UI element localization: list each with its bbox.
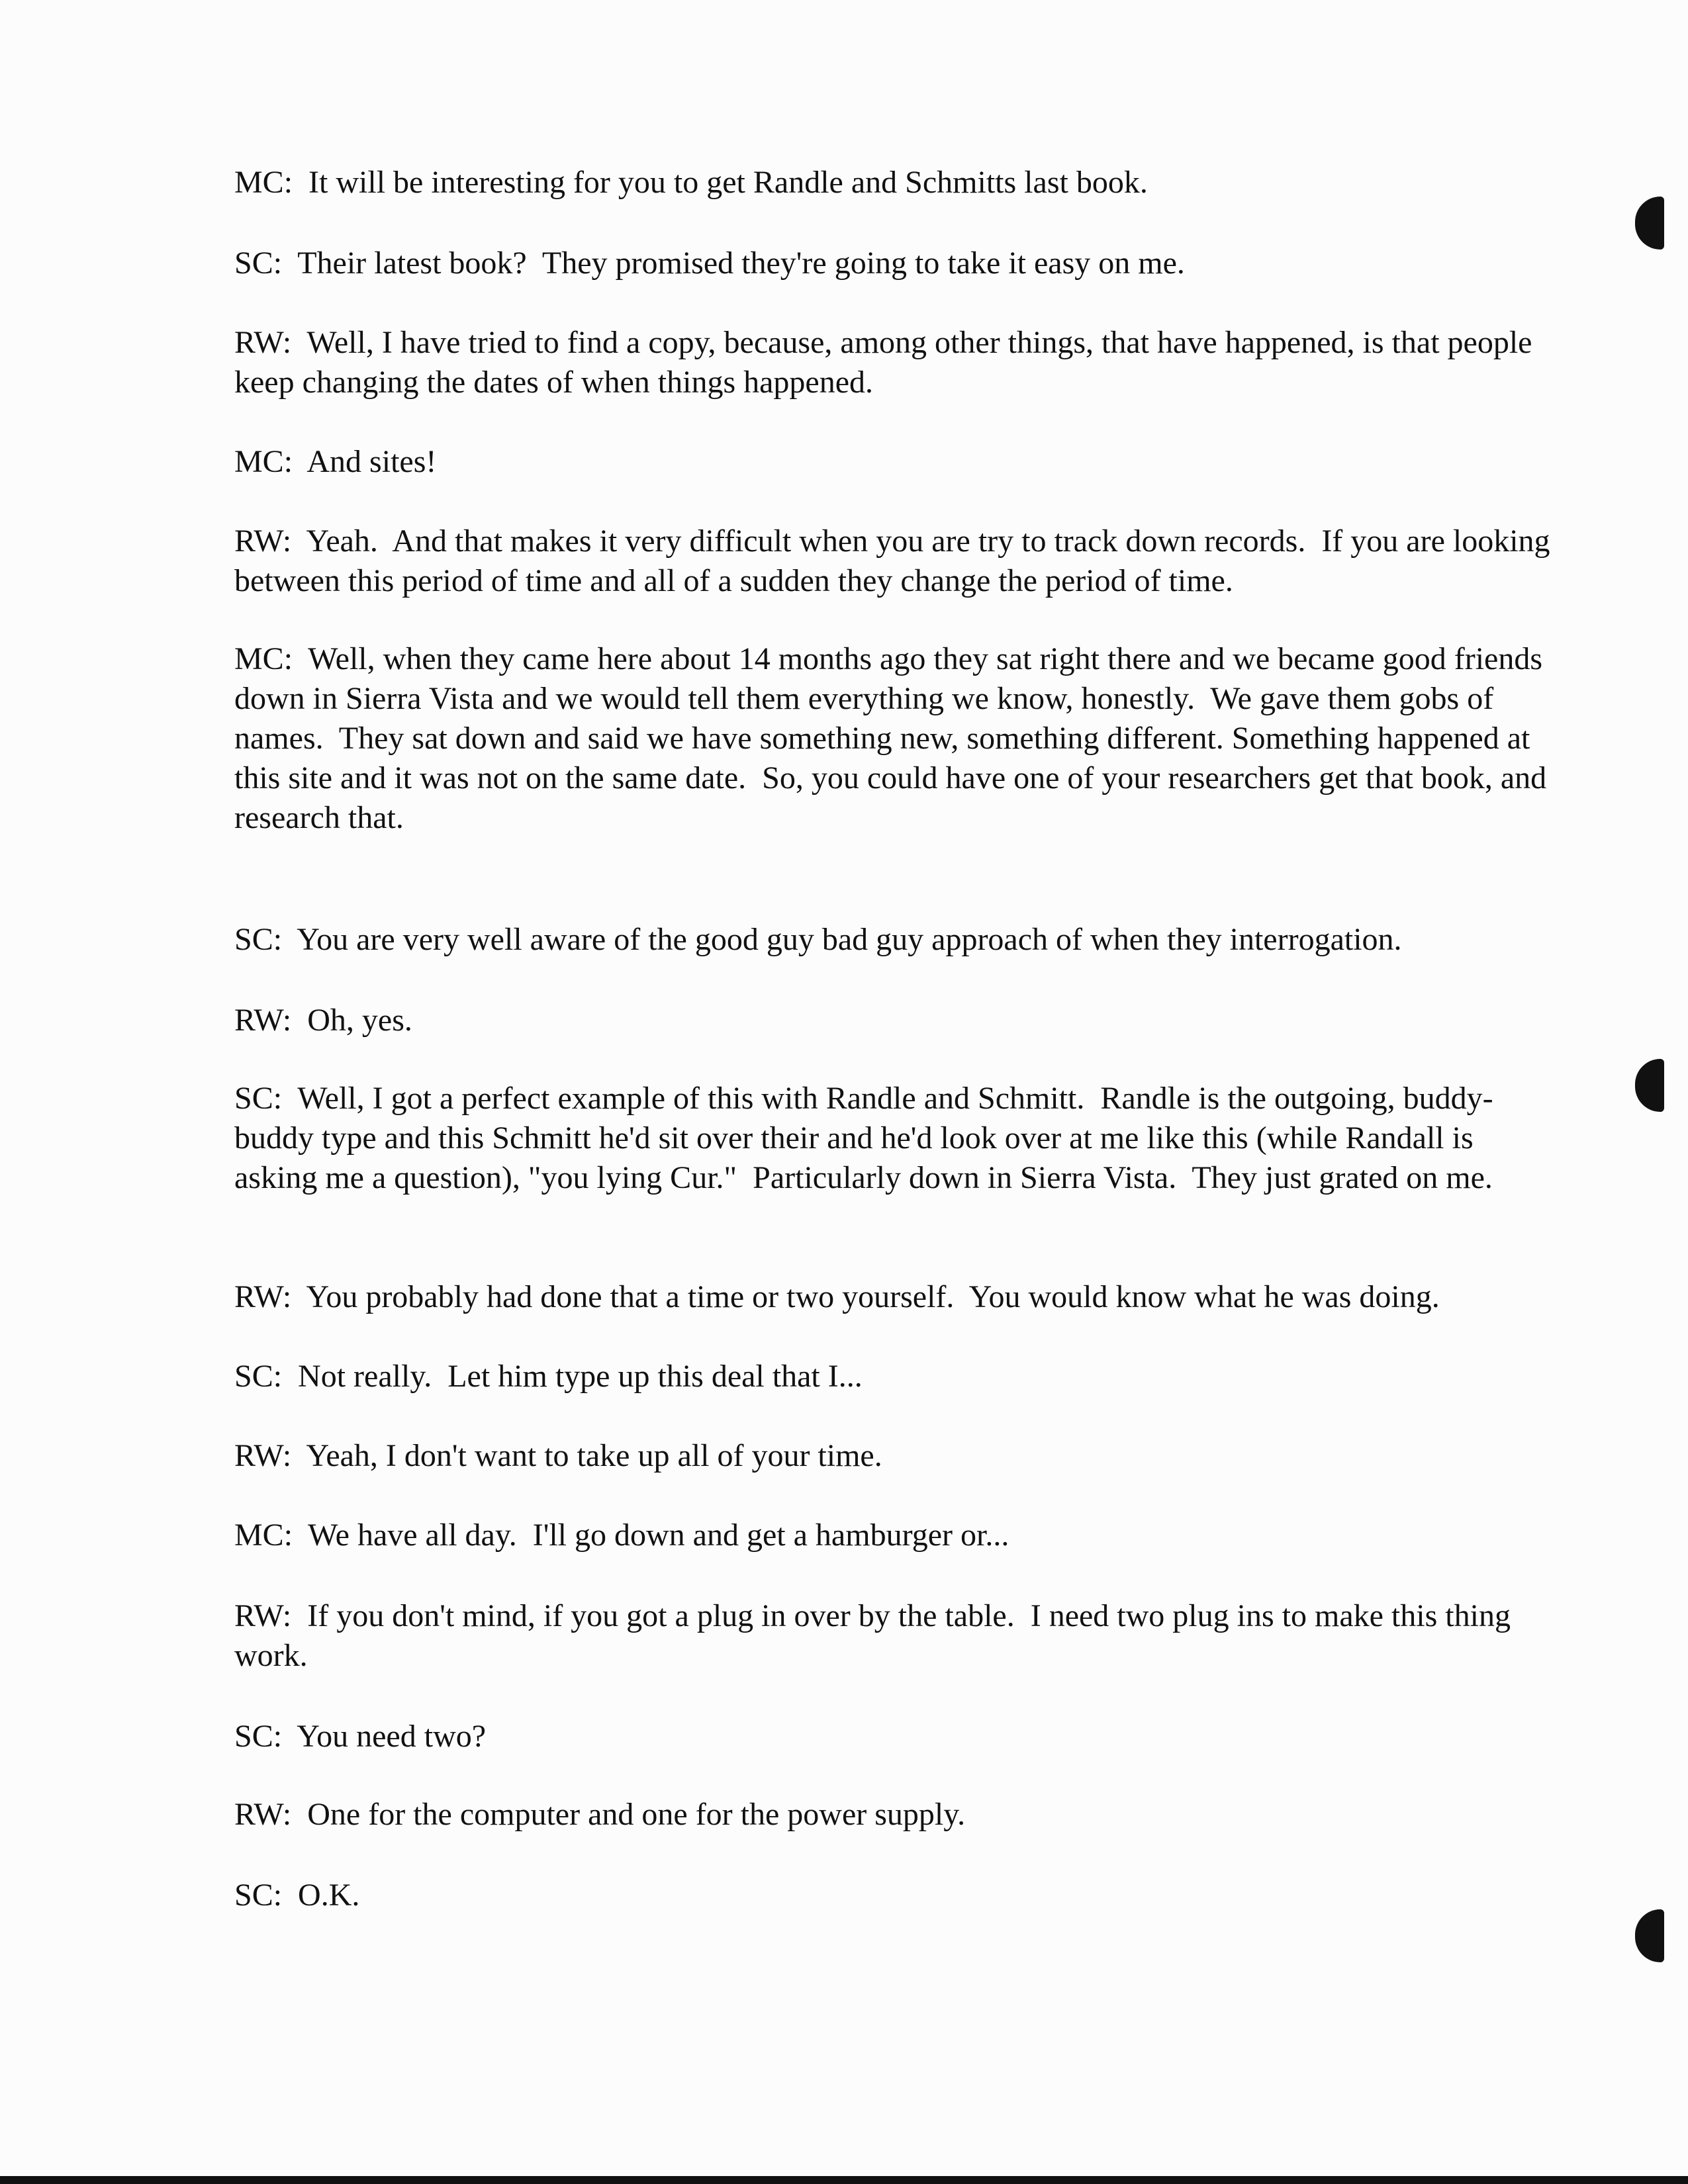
transcript-line (234, 1516, 1558, 1555)
line-text: Not really. Let him type up this deal that I... (298, 1359, 863, 1394)
punch-hole (1635, 197, 1664, 250)
speaker-label: MC: (234, 1518, 293, 1553)
punch-hole (1635, 1059, 1664, 1112)
line-text: We have all day. I'll go down and get a hamburger or... (308, 1518, 1009, 1553)
line-text: O.K. (298, 1878, 360, 1913)
speaker-label: RW: (234, 1438, 292, 1473)
speaker-label: MC: (234, 444, 293, 479)
transcript-line (234, 1001, 1558, 1040)
line-text: Their latest book? They promised they're going to take it easy on me. (297, 246, 1185, 281)
speaker-label: RW: (234, 523, 292, 559)
punch-hole (1635, 1909, 1664, 1962)
transcript-line (234, 920, 1558, 960)
line-text: Well, I got a perfect example of this with Randle and Schmitt. Randle is the outgoing, buddy-buddy type and this Schmitt he'd sit over their and he'd look over at me like this (while Randall is asking me a question), "you lying Cur." Particularly down in Sierra Vista. They just grated on me. (234, 1081, 1493, 1195)
line-text: And sites! (306, 444, 437, 479)
transcript-line (234, 639, 1558, 838)
speaker-label: SC: (234, 922, 283, 957)
transcript-line (234, 442, 1558, 482)
speaker-label: RW: (234, 1797, 292, 1832)
speaker-label: RW: (234, 1279, 292, 1314)
transcript-line (234, 244, 1558, 283)
speaker-label: SC: (234, 1878, 283, 1913)
speaker-label: SC: (234, 1719, 283, 1754)
transcript-line (234, 1277, 1558, 1317)
speaker-label: MC: (234, 165, 293, 200)
transcript-line (234, 1436, 1558, 1476)
scan-edge (0, 2176, 1688, 2184)
speaker-label: SC: (234, 246, 283, 281)
transcript-line (234, 163, 1558, 203)
line-text: Yeah, I don't want to take up all of your time. (306, 1438, 882, 1473)
transcript-line (234, 522, 1558, 601)
transcript-line (234, 1717, 1558, 1756)
line-text: If you don't mind, if you got a plug in over by the table. I need two plug ins to make this thing work. (234, 1598, 1519, 1673)
speaker-label: RW: (234, 325, 292, 360)
line-text: You are very well aware of the good guy bad guy approach of when they interrogation. (297, 922, 1402, 957)
speaker-label: SC: (234, 1081, 283, 1116)
line-text: Well, I have tried to find a copy, because, among other things, that have happened, is that people keep changing the dates of when things happened. (234, 325, 1540, 400)
speaker-label: MC: (234, 641, 293, 676)
transcript-line (234, 1357, 1558, 1396)
transcript-line (234, 1795, 1558, 1835)
speaker-label: RW: (234, 1003, 292, 1038)
line-text: Well, when they came here about 14 months ago they sat right there and we became good friends down in Sierra Vista and we would tell them everything we know, honestly. We gave them gobs of names. They sat down and said we have something new, something different. Something happened at this site and it was not on the same date. So, you could have one of your researchers get that book, and research that. (234, 641, 1555, 835)
line-text: You need two? (297, 1719, 487, 1754)
line-text: Yeah. And that makes it very difficult when you are try to track down records. If you are looking between this period of time and all of a sudden they change the period of time. (234, 523, 1558, 598)
transcript-line (234, 323, 1558, 402)
speaker-label: SC: (234, 1359, 283, 1394)
transcript-line (234, 1079, 1558, 1198)
line-text: You probably had done that a time or two yourself. You would know what he was doing. (306, 1279, 1440, 1314)
line-text: Oh, yes. (307, 1003, 412, 1038)
transcript-line (234, 1876, 1558, 1915)
line-text: One for the computer and one for the power supply. (307, 1797, 966, 1832)
line-text: It will be interesting for you to get Randle and Schmitts last book. (308, 165, 1148, 200)
speaker-label: RW: (234, 1598, 292, 1633)
transcript-line (234, 1596, 1558, 1676)
